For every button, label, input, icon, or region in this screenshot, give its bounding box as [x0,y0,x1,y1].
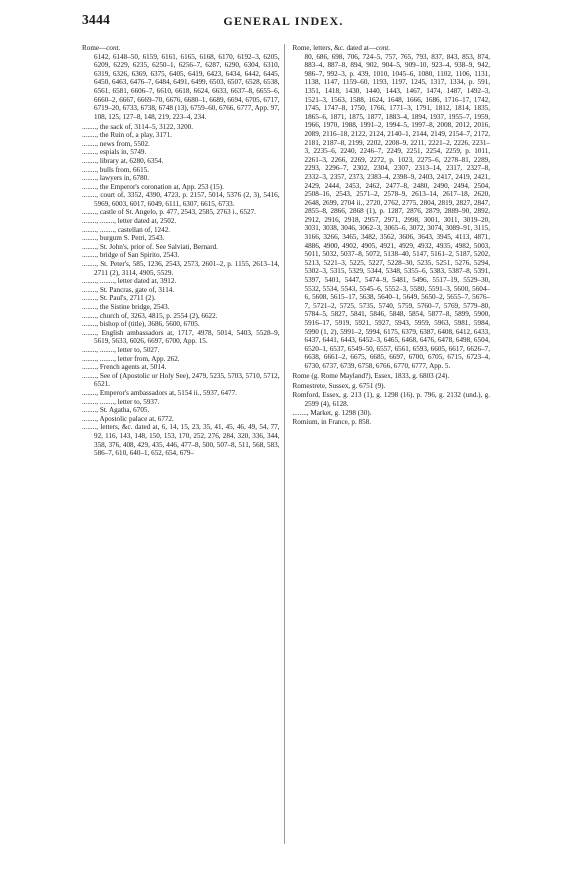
index-entry: ........, St. John's, prior of. See Salviati, Bernard. [82,242,218,251]
left-column [82,44,285,844]
index-entry: ........, lawyers in, 6780. [82,174,150,183]
index-entry: Rome (g. Rome Mayland?), Essex, 1833, g. 6803 (24). [292,371,450,380]
index-entry: ........, letters, &c. dated at, 6, 14, 15, 23, 35, 41, 45, 46, 49, 54, 77, 92, 116, 143, 148, 150, 153, 170, 252, 276, 284, 320, 336, 344, 358, 376, 408, 429, 435, 446, 477–8, 500, 507–8, 511, 568, 583, 586–7, 610, 640–1, 652, 654, 679– [82,423,280,458]
index-entry: ........, church of, 3263, 4815, p. 2554 (2), 6622. [82,311,218,320]
index-entry: ........, court of, 3352, 4390, 4723, p. 2157, 5014, 5376 (2, 3), 5416, 5969, 6003, 6017, 6049, 6111, 6307, 6615, 6733. [82,191,280,208]
index-entry: ........, ........, letter dated at, 3912. [82,277,177,286]
heading-cont: cont. [375,44,391,52]
index-entry: Romford, Essex, g. 213 (1), g. 1298 (16), p. 796, g. 2132 (und.), g. 2599 (4), 6128. [292,391,490,408]
running-head: GENERAL INDEX. [223,14,344,28]
index-entry: ........, St. Paul's, 2711 (2). [82,294,156,303]
index-entry: ........, bulls from, 6615. [82,165,150,174]
index-entry: ........, St. Pancras, gate of, 3114. [82,285,175,294]
index-entry: ........, St. Agatha, 6705. [82,406,150,415]
index-entry: ........, See of (Apostolic or Holy See), 2479, 5235, 5703, 5710, 5712, 6521. [82,371,280,389]
index-entry: Romestrete, Sussex, g. 6751 (9). [292,381,386,390]
left-column-heading [82,44,280,53]
index-entry: ........, the Ruin of, a play, 3171. [82,131,172,140]
index-entry: ........, Market, g. 1298 (30). [292,408,372,417]
index-entry: ........, bishop of (title), 3686, 5600, 6705. [82,320,200,329]
index-entry: 6142, 6148–50, 6159, 6161, 6165, 6168, 6170, 6192–3, 6205, 6209, 6229, 6235, 6250–1, 6256–7, 6287, 6290, 6304, 6310, 6319, 6326, 6369, 6375, 6405, 6419, 6423, 6434, 6442, 6445, 6450, 6463, 6476–7, 6484, 6491, 6499, 6503, 6507, 6528, 6538, 6561, 6581, 6606–7, 6610, 6618, 6624, 6633, 6637–8, 6655–6, 6660–2, 6667, 6669–70, 6676, 6680–1, 6689, 6694, 6705, 6717, 6719–20, 6733, 6738, 6748 (13), 6759–60, 6766, 6777, App. 97, 108, 125, 127–8, 148, 219, 223–4, 234. [94,52,280,121]
index-entry: ........, ........, castellan of, 1242. [82,225,171,234]
index-entry: ........, news from, 5502. [82,139,150,148]
index-entry: ........, Emperor's ambassadors at, 5154 ii., 5937, 6477. [82,388,237,397]
index-entry: ........, French agents at, 5014. [82,363,167,372]
heading-main: Rome— [82,44,107,52]
page-number: 3444 [82,12,111,27]
index-entry: ........, bridge of San Spirito, 2543. [82,251,180,260]
index-entry: ........, Apostolic palace at, 6772. [82,414,174,423]
index-entry: ........, castle of St. Angelo, p. 477, 2543, 2585, 2763 i., 6527. [82,208,256,217]
index-entry: ........, ........, letter from, App. 262. [82,354,180,363]
index-entry: ........, St. Peter's, 585, 1236, 2543, 2573, 2601–2, p. 1155, 2613–14, 2711 (2), 3114, 4905, 5529. [82,260,280,277]
index-entry: ........, the Emperor's coronation at, App. 253 (15). [82,182,224,191]
right-column-heading [293,44,491,53]
index-entry: ........, the Sistine bridge, 2543. [82,303,170,311]
index-entry: ........, ........, letter to, 5937. [82,397,160,406]
index-entry: ........, the sack of, 3114–5, 3122, 3200. [82,122,193,131]
index-columns [82,44,490,844]
index-entry: ........, English ambassadors at, 1717, 4978, 5014, 5403, 5528–9, 5619, 5633, 6026, 6697, 6700, App. 15. [82,328,280,346]
index-entry: ........, ........, letter dated at, 2502. [82,217,177,226]
right-column [293,44,491,844]
index-entry: Romium, in France, p. 858. [292,418,372,427]
index-entry: ........, burgum S. Petri, 2543. [82,234,165,243]
index-entry: ........, ........, letter to, 5027. [82,345,160,354]
index-entry: ........, library at, 6280, 6354. [82,156,164,165]
heading-cont: cont. [106,44,121,52]
index-entry: 80, 686, 698, 706, 724–5, 757, 765, 793, 837, 843, 853, 874, 883–4, 887–8, 894, 902, 904–5, 909–10, 923–4, 938–9, 942, 986–7, 992–3, p. 439, 1010, 1045–6, 1080, 1102, 1106, 1131, 1138, 1147, 1159–60, 1193, 1197, 1245, 1317, 1334, p. 591, 1351, 1418, 1430, 1440, 1443, 1467, 1474, 1487, 1492–3, 1521–3, 1563, 1588, 1624, 1648, 1666, 1686, 1716–17, 1742, 1745, 1747–8, 1750, 1766, 1771–3, 1791, 1812, 1814, 1835, 1865–6, 1871, 1875, 1877, 1883–4, 1894, 1937, 1955–7, 1959, 1966, 1970, 1988, 1991–2, 1994–5, 1997–8, 2008, 2012, 2016, 2089, 2116–18, 2122, 2124, 2140–1, 2144, 2149, 2154–7, 2172, 2181, 2187–8, 2199, 2202, 2208–9, 2211, 2221–2, 2226, 2231–3, 2235–6, 2240, 2246–7, 2249, 2251, 2254, 2259, p. 1011, 2261–3, 2266, 2269, 2272, p. 1023, 2275–6, 2278–81, 2289, 2293, 2296–7, 2302, 2304, 2307, 2313–14, 2317, 2327–8, 2332–3, 2357, 2373, 2383–4, 2398–9, 2403, 2417, 2419, 2421, 2429, 2444, 2453, 2462, 2477–8, 2480, 2490, 2494, 2504, 2508–16, 2543, 2571–2, 2578–9, 2613–14, 2617–18, 2620, 2648, 2699, 2704 ii., 2720, 2762, 2775, 2804, 2819, 2827, 2847, 2855–8, 2866, 2868 (1), p. 1287, 2876, 2879, 2889–90, 2892, 2912, 2916, 2918, 2957, 2971, 2998, 3001, 3011, 3019–20, 3031, 3038, 3046, 3062–3, 3065–6, 3072, 3074, 3089–91, 3115, 3166, 3266, 3465, 3482, 3562, 3606, 3643, 3945, 4113, 4871, 4886, 4900, 4902, 4905, 4921, 4929, 4932, 4935, 4982, 5003, 5011, 5032, 5037–8, 5072, 5138–40, 5147, 5161–2, 5187, 5202, 5213, 5221–3, 5225, 5227, 5228–30, 5235, 5251, 5276, 5294, 5302–3, 5315, 5329, 5344, 5348, 5355–6, 5383, 5387–8, 5391, 5397, 5401, 5447, 5474–9, 5481, 5496, 5517–19, 5529–30, 5532, 5534, 5543, 5545–6, 5552–3, 5580, 5591–3, 5600, 5604–6, 5608, 5615–17, 5638, 5640–1, 5649, 5650–2, 5655–7, 5676–7, 5721–2, 5725, 5735, 5740, 5759, 5760–7, 5769, 5779–80, 5784–5, 5827, 5841, 5846, 5848, 5854, 5877–8, 5899, 5900, 5916–17, 5919, 5921, 5927, 5943, 5959, 5963, 5981, 5984, 5990 (1, 2), 5991–2, 5994, 6175, 6379, 6387, 6408, 6412, 6433, 6437, 6441, 6443, 6452–3, 6465, 6468, 6476, 6478, 6498, 6504, 6520–1, 6537, 6549–50, 6557, 6561, 6593, 6605, 6617, 6626–7, 6638, 6661–2, 6675, 6685, 6697, 6700, 6705, 6715, 6723–4, 6730, 6737, 6739, 6758, 6766, 6770, 6777, App. 5. [304,52,490,370]
index-entry: ........, espials in, 5749. [82,148,147,157]
heading-main: Rome, letters, &c. dated at— [292,44,376,52]
